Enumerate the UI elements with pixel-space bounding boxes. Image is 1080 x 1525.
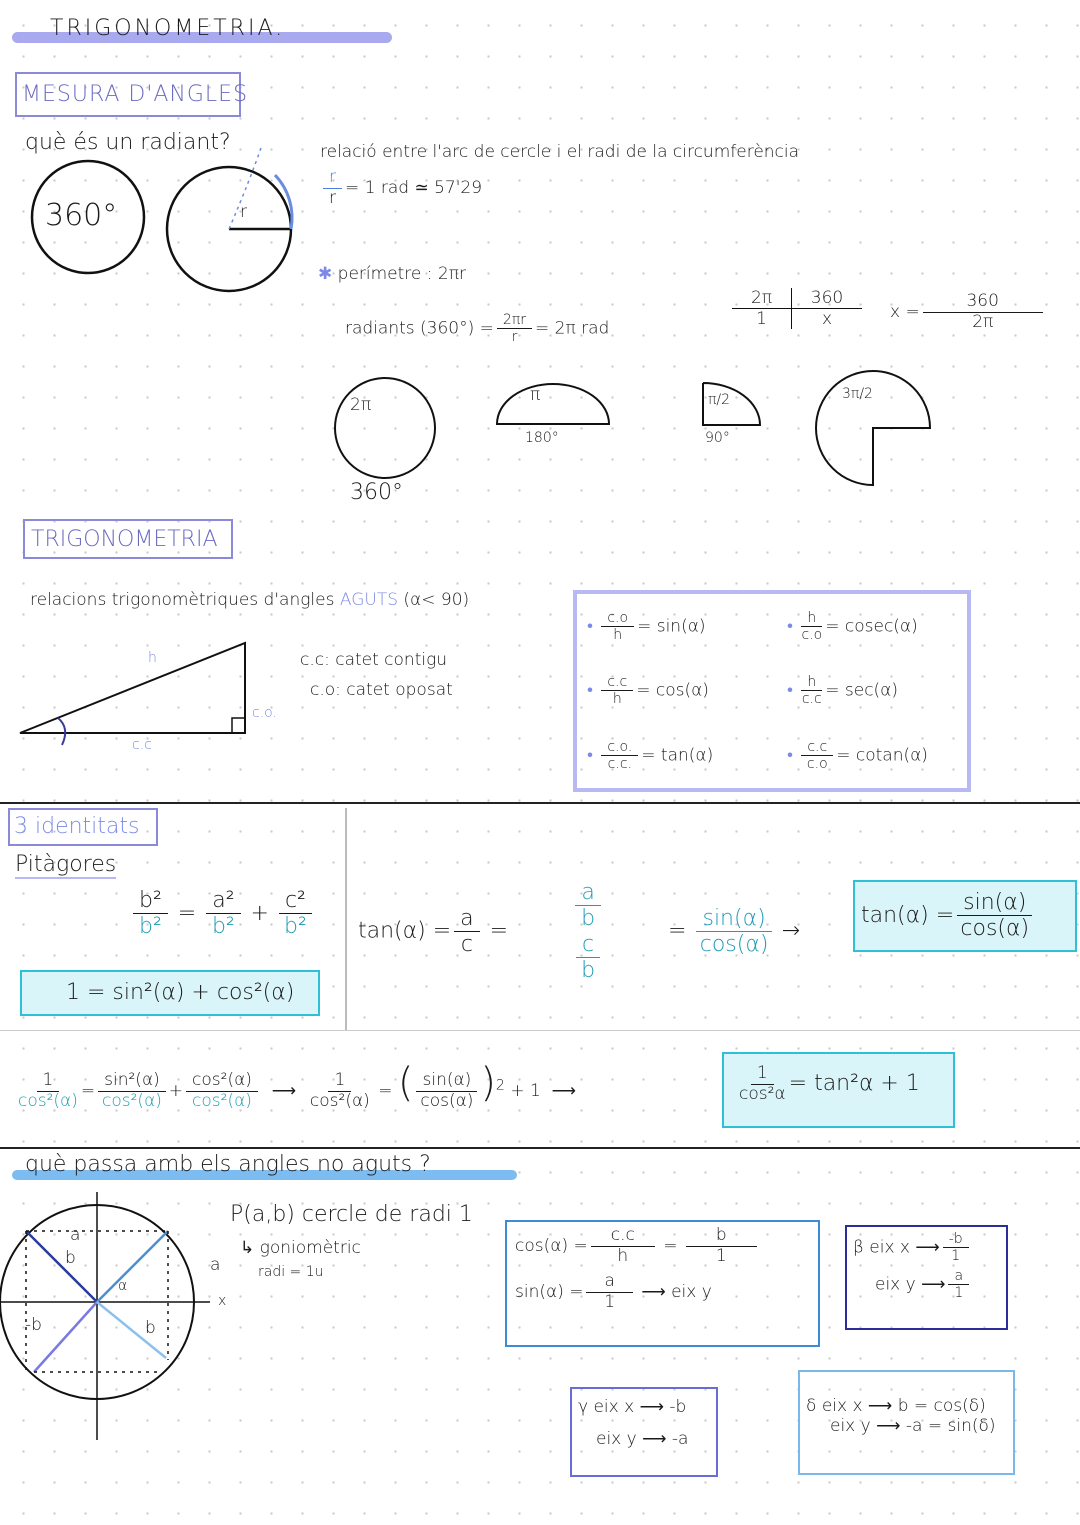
tan-derivation: tan(α) = $\frac{a}{c}$ = $\frac{a}{b}$ $\frac{c}{b}$ = $\frac{\sin(\alpha)}{\cos(\alpha)}$ → (358, 880, 801, 983)
circle-label-x: x (218, 1293, 227, 1309)
cos-sin-box (505, 1220, 820, 1347)
radian-ratio: $\frac{r}{r}$ = 1 rad ≃ 57'29 (320, 168, 482, 208)
sin-formula: sin(α) = $\frac{a}{1}$ ⟶ eix y (515, 1271, 712, 1312)
radius-label: r (240, 202, 247, 222)
divider-vertical (345, 808, 347, 1030)
unit-circle (0, 0, 240, 1440)
radian-question: què és un radiant? (25, 130, 231, 155)
identity-2-derivation: $\frac{1}{\text{cos²(α)}}$ = $\frac{\text{sin²(α)}}{\text{cos²(α)}}$ + $\frac{\text{cos²(α)}}{\text{cos²(α)}}$ ⟶ $\frac{1}{\text{cos²(α)}}$ = ( $\frac{\sin(\alpha)}{\cos(\alpha)}$ )$^2$ + 1 ⟶ (18, 1060, 576, 1111)
section-heading: TRIGONOMETRIA (31, 527, 218, 552)
circle-label-b-bottom: b (145, 1318, 156, 1338)
formula-sec: • $\frac{h}{c.c}$ = sec(α) (787, 674, 899, 708)
beta-x: β eix x ⟶ $\frac{-b}{1}$ (853, 1231, 1000, 1264)
circle-label-alpha: α (118, 1278, 128, 1294)
triangle-cc: c.c (132, 737, 152, 753)
radiants-formula: radiants (360°) = $\frac{2\pi r}{r}$ = 2π rad (345, 312, 610, 346)
legend-co: c.o: catet oposat (310, 680, 453, 700)
triangle-h: h (148, 650, 157, 666)
formula-cosec: • $\frac{h}{c.o}$ = cosec(α) (787, 609, 918, 643)
angle-pi-half: π/2 (708, 392, 731, 408)
rule-of-three: 2π 360 1 x (732, 288, 862, 329)
angle-90: 90° (705, 430, 730, 446)
section-heading: MESURA D'ANGLES (22, 82, 249, 107)
beta-box (845, 1225, 1008, 1330)
gamma-box (570, 1387, 718, 1477)
cos-formula: cos(α) = $\frac{c.c}{h}$ = $\frac{b}{1}$ (515, 1226, 810, 1266)
circle-360-label: 360° (45, 198, 118, 233)
gamma-y: eix y ⟶ -a (596, 1429, 689, 1449)
circle-label-a: a (70, 1225, 81, 1245)
circle-label-b: b (65, 1248, 76, 1268)
x-solution: x = $\frac{360}{2\pi}$ (890, 292, 1046, 332)
identity-2: $\frac{1}{\text{cos²α}}$ = tan²α + 1 (739, 1063, 920, 1104)
page-title: TRIGONOMETRIA. (50, 16, 286, 41)
delta-y: eix y ⟶ -a = sin(δ) (830, 1416, 996, 1436)
identity-1: 1 = sin²(α) + cos²(α) (66, 980, 295, 1005)
formula-cotan: • $\frac{c.c}{c.o}$ = cotan(α) (787, 739, 928, 773)
angle-3pi-half: 3π/2 (842, 386, 873, 402)
delta-box (798, 1370, 1015, 1475)
tan-identity: tan(α) = $\frac{\sin(\alpha)}{\cos(\alpha)}$ (861, 903, 1035, 928)
circle-label-neg-b: -b (25, 1315, 42, 1335)
section-heading: 3 identitats (14, 814, 140, 839)
identity-2-box (722, 1052, 955, 1128)
legend-cc: c.c: catet contigu (300, 650, 448, 670)
angle-pi: π (530, 385, 541, 405)
triangle-co: c.o. (252, 705, 277, 721)
scribble-icon: ✱ (318, 264, 338, 284)
radian-definition: relació entre l'arc de cercle i el radi de la circumferència (320, 142, 800, 162)
tan-identity-box (853, 880, 1077, 952)
delta-x: δ eix x ⟶ b = cos(δ) (806, 1396, 986, 1416)
pitagores-label: Pitàgores (15, 852, 117, 877)
radius-label: radi = 1u (258, 1264, 324, 1280)
formula-sin: • $\frac{c.o}{h}$ = sin(α) (587, 609, 706, 643)
gamma-x: γ eix x ⟶ -b (578, 1397, 687, 1417)
section-heading: què passa amb els angles no aguts ? (25, 1152, 431, 1177)
circle-label-a-right: a (210, 1255, 221, 1275)
angle-360: 360° (350, 480, 403, 505)
pitagores-formula: $\frac{\text{b²}}{\text{b²}}$ = $\frac{\text{a²}}{\text{b²}}$ + $\frac{\text{c²}}{\text{b²}}$ (130, 888, 315, 940)
angle-180: 180° (525, 430, 559, 446)
point-label: P(a,b) cercle de radi 1 (230, 1202, 473, 1227)
formula-cos: • $\frac{c.c}{h}$ = cos(α) (587, 674, 709, 708)
trig-ratios-box (573, 590, 971, 792)
formula-tan: • $\frac{c.o.}{c.c.}$ = tan(α) (587, 739, 714, 773)
intro-text: relacions trigonomètriques d'angles AGUTS (α< 90) (30, 590, 470, 610)
perimeter: ✱ perímetre : 2πr (318, 264, 466, 284)
angle-2pi: 2π (350, 395, 372, 415)
goniometric-label: ↳ goniomètric (240, 1238, 361, 1258)
arrow-icon: → (781, 918, 801, 944)
beta-y: eix y ⟶ $\frac{a}{1}$ (853, 1268, 1000, 1301)
